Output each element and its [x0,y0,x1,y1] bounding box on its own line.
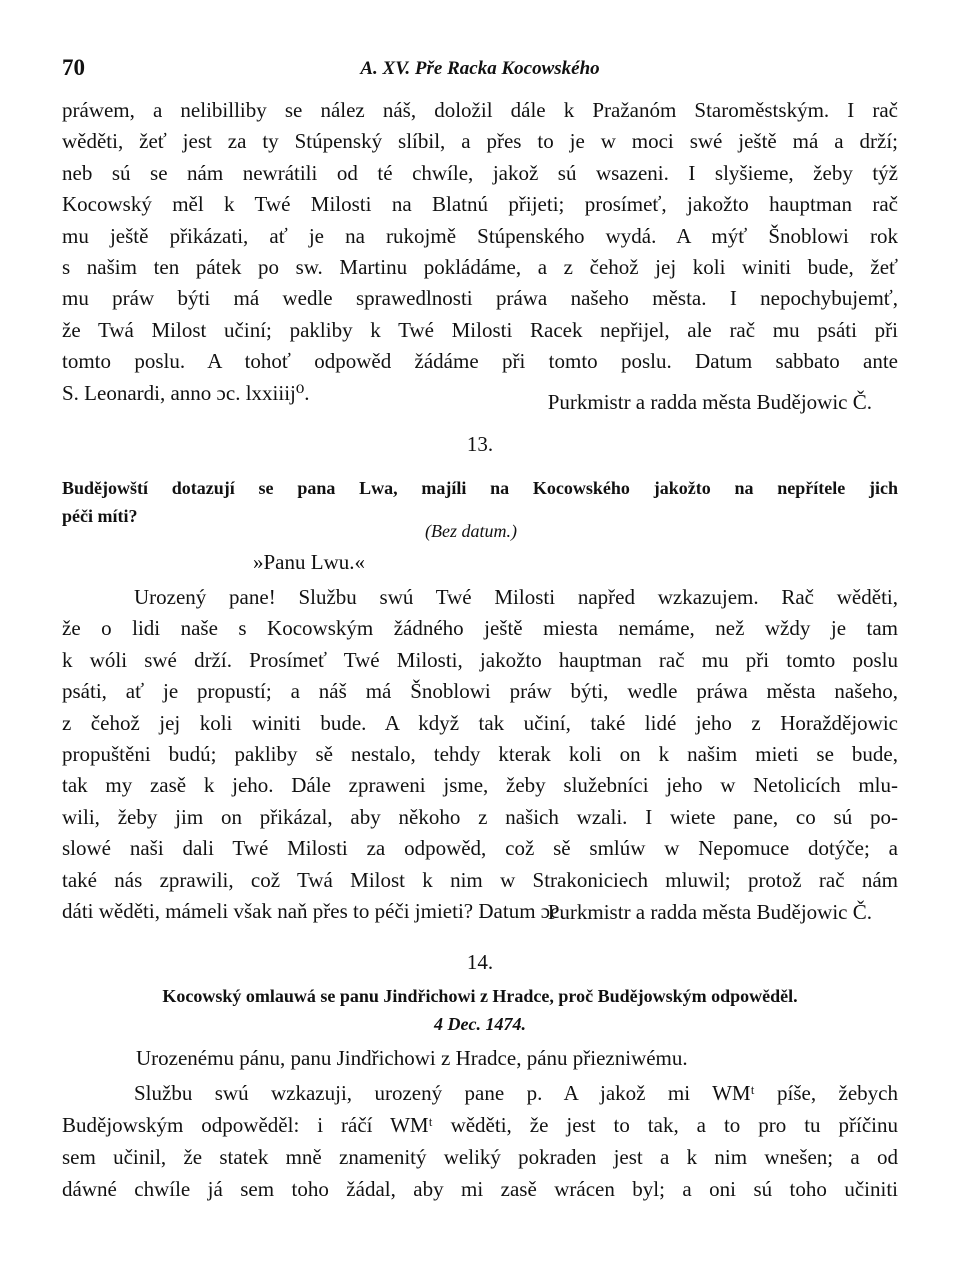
text-line: slowé naši dali Twé Milosti za odpowěd, což sě smlúw w Nepomuce dotýče; a [62,836,898,861]
letter-13-signature: Purkmistr a radda města Budějowic Č. [547,900,872,924]
letter-14-number: 14. [466,950,494,974]
letter-14-address: Urozenému pánu, panu Jindřichowi z Hradce, pánu přiezniwému. [136,1046,688,1070]
letter-13-date: (Bez datum.) [425,521,517,541]
text-line: Urozený pane! Službu swú Twé Milosti napřed wzkazujem. Rač wěděti, [134,585,898,609]
running-title: A. XV. Pře Racka Kocowského [360,58,600,79]
text-line: Kocowský měl k Twé Milosti na Blatnú přijeti; prosímeť, jakožto hauptman rač [62,192,898,217]
text-line: S. Leonardi, anno ɔc. lxxiiij⁰. [62,380,310,405]
text-line: mu práw býti má wedle sprawedlnosti práwa našeho města. I nepochybujemť, [62,286,898,311]
text-line: mu ještě přikázati, ať je na rukojmě Stúpenského wydá. A mýť Šnoblowi rok [62,223,898,248]
text-line: že Twá Milost učiní; pakliby k Twé Milosti Racek nepřijel, ale rač mu psáti při [62,317,898,342]
text-line: tomto poslu. A tohoť odpowěd žádáme při tomto poslu. Datum sabbato ante [62,349,898,374]
text-line: psáti, ať je propustí; a náš má Šnoblowi práw býti, wedle práwa města našeho, [62,679,898,704]
text-line: z čehož jej koli winiti bude. A když tak učiní, také lidé jeho z Horaždějowic [62,710,898,735]
text-line: tak my zasě k jeho. Dále zprawenі jsme, žeby služebníci jeho w Netolicích mlu- [62,773,898,798]
letter-14-body [62,1078,898,1206]
text-line: práwem, a nelibilliby se nález náš, doložil dále k Pražanóm Staroměstským. I rač [62,98,898,122]
text-line: dáwné chwíle já sem toho žádal, aby mi zasě wrácen byl; a oni sú toho učiniti [62,1176,898,1201]
text-line: s našim ten pátek po sw. Martinu pokládáme, a z čehož jej koli winiti bude, žeť [62,254,898,279]
summary-line: Budějowští dotazují se pana Lwa, majíli na Kocowského jakožto na nepřítele jich [62,478,898,498]
text-line: propuštěni budú; pakliby sě nestalo, tehdy kterak koli on k našim mieti se bude, [62,741,898,766]
summary-line: péči míti? [62,506,138,526]
text-line: také nás zprawili, což Twá Milost k nim w Strakoniciech mluwil; protož rač nám [62,867,898,892]
letter-13-body [62,582,898,927]
text-line: k wóli swé drží. Prosímeť Twé Milosti, jakožto hauptman rač mu při tomto poslu [62,647,898,672]
text-line: neb sú se nám newrátili od té chwíle, jakož sú wsazeni. I slyšieme, žeby týž [62,160,898,185]
text-line: Budějowským odpowěděl: i ráčí WMᵗ wěděti, že jest to tak, a to pro tu příčinu [62,1112,898,1137]
text-line: sem učinil, že statek mně znamenitý weliký pokraden jest a k nim wnešen; a od [62,1144,898,1169]
letter-13-number: 13. [466,432,494,456]
page-number: 70 [62,55,85,80]
text-line: že o lidi naše s Kocowským žádného ještě miesta nemáme, než wždy je tam [62,616,898,641]
text-line: wěděti, žeť jest za ty Stúpenský slíbil, a přes to je w moci swé ještě má a drží; [62,129,898,154]
letter-14-date: 4 Dec. 1474. [434,1014,526,1034]
text-line: wili, žeby jim on přikázal, aby někoho z našich wzali. I wiete pane, co sú po- [62,804,898,829]
text-line: Službu swú wzkazuji, urozený pane p. A jakož mi WMᵗ píše, žebych [134,1081,898,1105]
letter-12-signature: Purkmistr a radda města Budějowic Č. [547,390,872,414]
letter-12-body [62,95,898,409]
text-line: dáti wěděti, mámeli však naň přes to péči jmieti? Datum ɔc. [62,898,565,923]
letter-13-address: »Panu Lwu.« [253,550,365,574]
letter-14-summary: Kocowský omlauwá se panu Jindřichowi z Hradce, proč Budějowským odpowěděl. [162,986,798,1006]
